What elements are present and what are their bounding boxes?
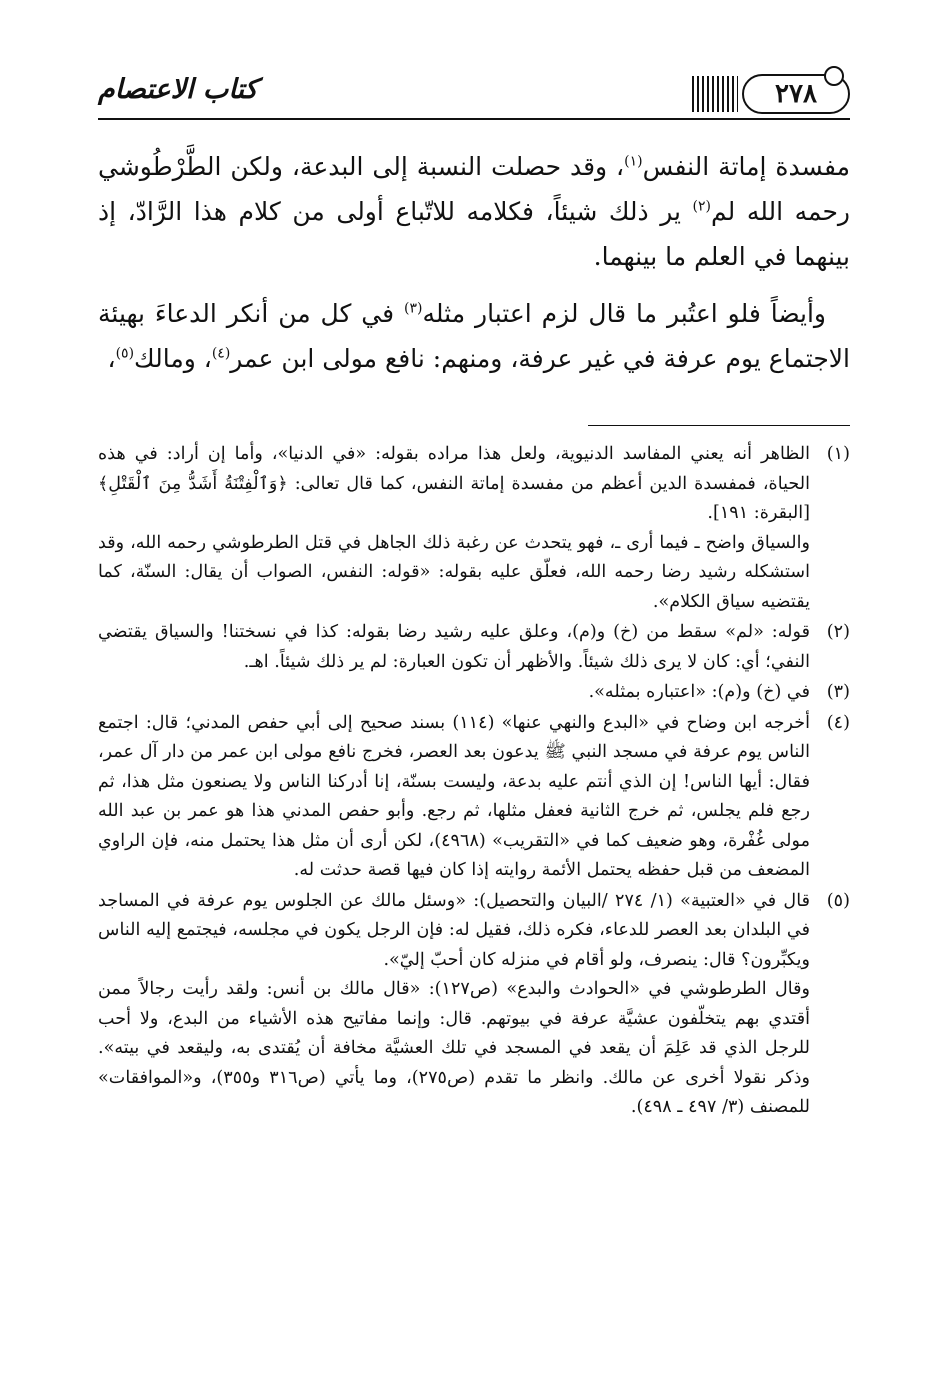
main-paragraph xyxy=(98,291,850,381)
text-segment: ، xyxy=(107,344,116,373)
footnote-number: (٤) xyxy=(826,712,850,733)
text-segment: ، وقد حصلت النسبة إلى البدعة، ولكن الطَّرْطُوشي رحمه الله لم xyxy=(98,152,851,226)
footnote-text: وقال الطرطوشي في «الحوادث والبدع» (ص١٢٧): «قال مالك بن أنس: ولقد رأيت رجالاً ممن أقتدي بهم يتخلّفون عشيَّة عرفة في بيوتهم. قال: وإنما مفاتيح هذه الأشياء من البدع، ولا أحب للرجل الذي قد عَلِمَ أن يقعد في المسجد في تلك العشيَّة مخافة أن يُقتدى به، وليقعد في بيته». وذكر نقولا أخرى عن مالك. وانظر ما تقدم (ص٢٧٥)، وما يأتي (ص٣١٦ و٣٥٥)، و«الموافقات» للمصنف (٣/ ٤٩٧ ـ ٤٩٨). xyxy=(98,979,811,1117)
footnote-number: (٣) xyxy=(826,682,850,702)
footnote-text: أخرجه ابن وضاح في «البدع والنهي عنها» (١١٤) بسند صحيح إلى أبي حفص المدني؛ قال: اجتمع الناس يوم عرفة في مسجد النبي ﷺ يدعون بعد العصر، فخرج نافع مولى ابن عمر من دار آل عمر، فقال: أيها الناس! إن الذي أنتم عليه بدعة، وليست بسنّة، إنا أدركنا الناس ولا يصنعون مثل هذا، ثم رجع فلم يجلس، ثم خرج الثانية فعفل مثلها، ثم رجع. وأبو حفص المدني هذا هو عمر بن عبد الله مولى غُفْرة، وهو ضعيف كما في «التقريب» (٤٩٦٨)، لكن أرى أن مثل هذا يحتمل منه، فإن الراوي المضعف من قبل حفظه يحتمل الأئمة روايته إذا كان فيها قصة حدثت له. xyxy=(98,712,811,880)
footnote-text: الظاهر أنه يعني المفاسد الدنيوية، ولعل هذا مراده بقوله: «في الدنيا»، وأما إن أراد: في هذه الحياة، فمفسدة الدين أعظم من مفسدة إماتة النفس، كما قال تعالى: ﴿وَٱلْفِتْنَةُ أَشَدُّ مِنَ ٱلْقَتْلِ﴾ [البقرة: ١٩١]. xyxy=(98,444,810,523)
main-paragraph xyxy=(98,144,850,279)
main-text xyxy=(98,144,850,381)
text-segment: ، ومالك xyxy=(134,344,212,373)
footnote-text: قوله: «لم» سقط من (خ) و(م)، وعلق عليه رشيد رضا بقوله: كذا في نسختنا! والسياق يقتضي النفي؛ أي: كان لا يرى ذلك شيئاً. والأظهر أن تكون العبارة: لم ير ذلك شيئاً. اهـ. xyxy=(98,622,810,672)
page-header xyxy=(98,60,850,122)
footnote-reference[interactable]: (٤) xyxy=(211,345,231,362)
footnote xyxy=(98,709,850,886)
footnote xyxy=(98,887,850,1123)
footnote xyxy=(98,440,850,617)
footnote-reference[interactable]: (٥) xyxy=(115,345,135,362)
footnote-body xyxy=(98,618,810,677)
page-number: ٢٧٨ xyxy=(742,74,850,114)
footnote-number: (٥) xyxy=(826,890,850,911)
book-page xyxy=(98,60,850,1360)
footnotes xyxy=(98,440,850,1123)
footnote-text: في (خ) و(م): «اعتباره بمثله». xyxy=(588,682,810,702)
text-segment: مفسدة إماتة النفس xyxy=(642,152,850,181)
text-segment: ير ذلك شيئاً، فكلامه للاتّباع أولى من كلام هذا الرَّادّ، إذ بينهما في العلم ما بينهما. xyxy=(98,197,850,271)
footnote-body xyxy=(98,678,810,708)
text-segment: في كل من أنكر الدعاءَ بهيئة الاجتماع يوم عرفة في غير عرفة، ومنهم: نافع مولى ابن عمر xyxy=(98,299,850,373)
footnote-text: والسياق واضح ـ فيما أرى ـ، فهو يتحدث عن رغبة ذلك الجاهل في قتل الطرطوشي رحمه الله، وقد استشكله رشيد رضا رحمه الله، فعلّق عليه بقوله: «قوله: النفس، الصواب أن يقال: السنّة، كما يقتضيه سياق الكلام». xyxy=(98,532,810,612)
footnote-body xyxy=(98,709,810,886)
footnote-body xyxy=(98,887,810,1123)
footnote xyxy=(98,618,850,677)
running-title: كتاب الاعتصام xyxy=(98,74,258,105)
footnote-reference[interactable]: (١) xyxy=(624,153,643,170)
header-ornament xyxy=(692,76,738,112)
footnote-body xyxy=(98,440,810,617)
footnote-text: قال في «العتبية» (١/ ٢٧٤ /البيان والتحصيل): «وسئل مالك عن الجلوس يوم عرفة في المساجد في البلدان بعد العصر للدعاء، فكره ذلك، فقيل له: فإن الرجل يكون في مجلسه، فيجتمع إليه الناس ويكبِّرون؟ قال: ينصرف، ولو أقام في منزله كان أحبّ إليّ». xyxy=(98,890,810,970)
footnote-number: (٢) xyxy=(826,622,850,642)
footnote-reference[interactable]: (٢) xyxy=(692,198,711,215)
footnote-reference[interactable]: (٣) xyxy=(404,300,423,317)
footnote-separator xyxy=(588,425,850,426)
footnote xyxy=(98,678,850,708)
header-rule xyxy=(98,118,850,120)
footnote-number: (١) xyxy=(826,444,850,464)
text-segment: وأيضاً فلو اعتُبر ما قال لزم اعتبار مثله xyxy=(422,299,826,328)
